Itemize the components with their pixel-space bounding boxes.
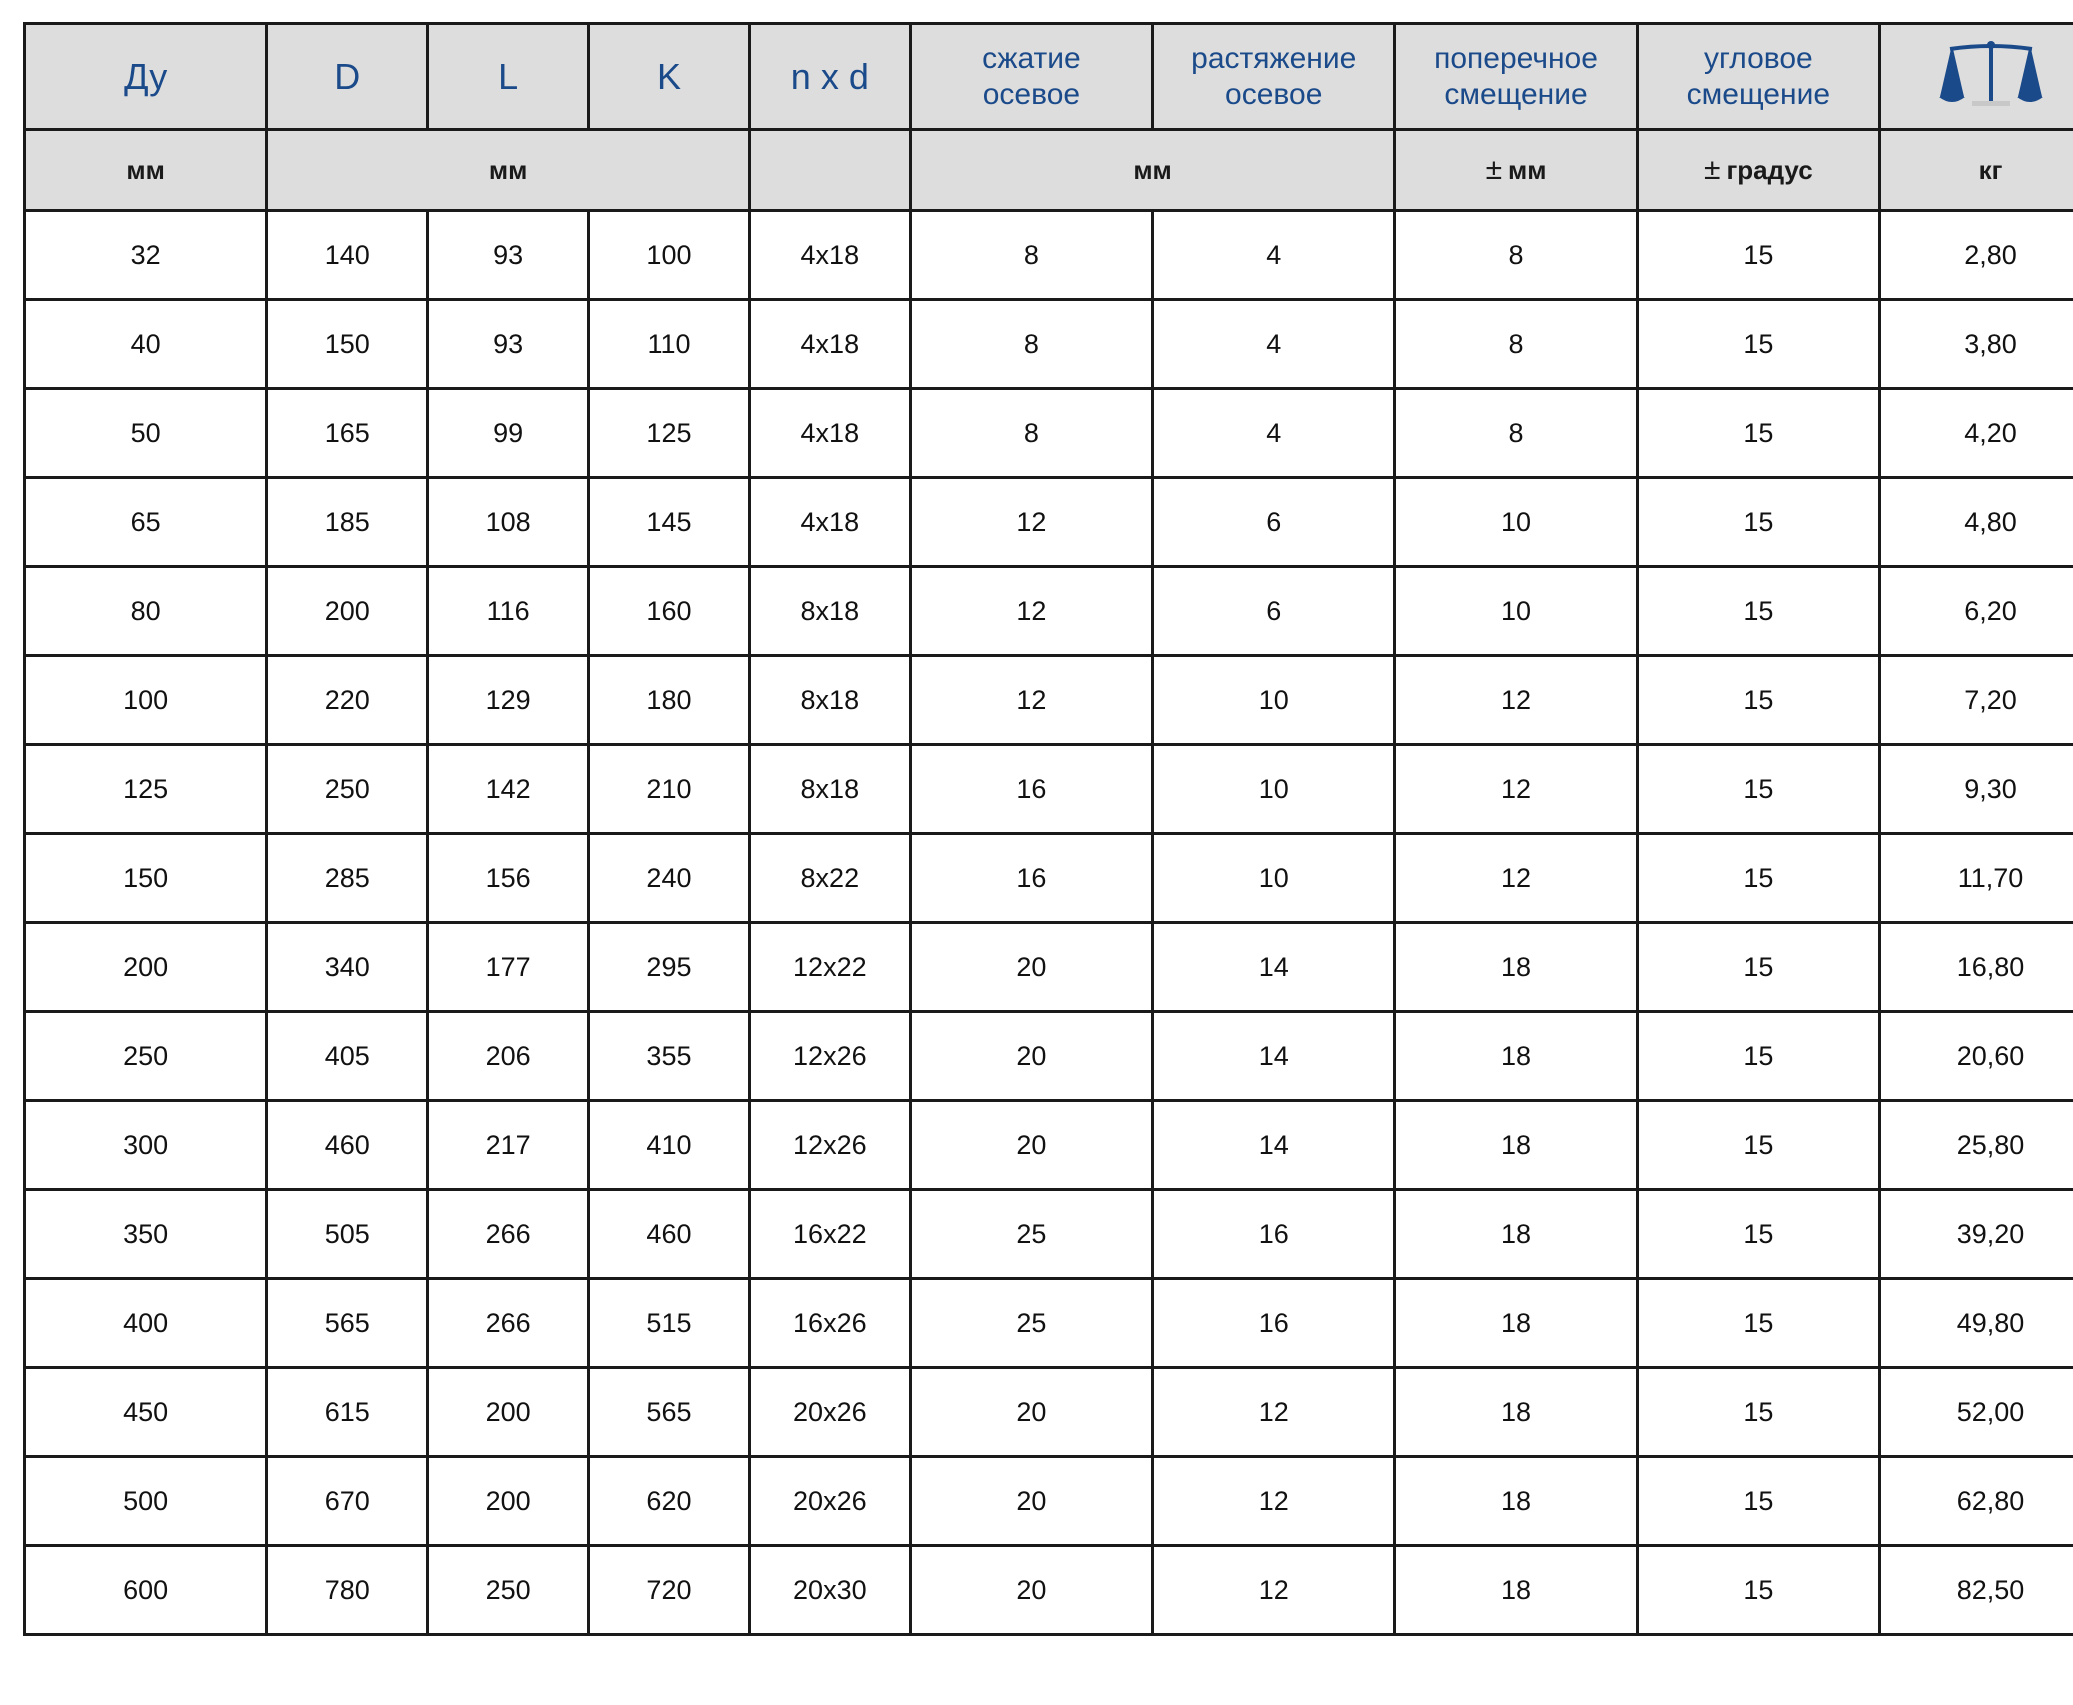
cell-d: 150 [267, 300, 428, 389]
header-lateral-offset [1395, 24, 1637, 130]
header-l: L [428, 24, 589, 130]
cell-lateral: 18 [1395, 1279, 1637, 1368]
cell-angular: 15 [1637, 567, 1879, 656]
cell-k: 515 [589, 1279, 750, 1368]
cell-weight: 39,20 [1880, 1190, 2073, 1279]
cell-compression: 8 [910, 300, 1152, 389]
cell-d: 780 [267, 1546, 428, 1635]
cell-weight: 7,20 [1880, 656, 2073, 745]
table-row [25, 1546, 2073, 1635]
table-body [25, 211, 2073, 1635]
table-row [25, 1012, 2073, 1101]
header-lateral-offset-line2: смещение [1444, 77, 1588, 111]
cell-du: 125 [25, 745, 267, 834]
cell-extension: 10 [1153, 745, 1395, 834]
header-nxd: n x d [749, 24, 910, 130]
cell-weight: 9,30 [1880, 745, 2073, 834]
cell-angular: 15 [1637, 656, 1879, 745]
cell-du: 80 [25, 567, 267, 656]
cell-weight: 11,70 [1880, 834, 2073, 923]
cell-extension: 12 [1153, 1368, 1395, 1457]
table-row [25, 567, 2073, 656]
cell-weight: 2,80 [1880, 211, 2073, 300]
cell-d: 405 [267, 1012, 428, 1101]
unit-lateral [1395, 130, 1637, 211]
unit-angular [1637, 130, 1879, 211]
cell-nxd: 20x30 [749, 1546, 910, 1635]
table-row [25, 834, 2073, 923]
cell-angular: 15 [1637, 834, 1879, 923]
cell-angular: 15 [1637, 1279, 1879, 1368]
header-du: Ду [25, 24, 267, 130]
cell-du: 40 [25, 300, 267, 389]
cell-l: 266 [428, 1279, 589, 1368]
cell-k: 210 [589, 745, 750, 834]
header-lateral-offset-line1: поперечное [1434, 41, 1598, 75]
cell-weight: 3,80 [1880, 300, 2073, 389]
cell-k: 160 [589, 567, 750, 656]
cell-angular: 15 [1637, 745, 1879, 834]
cell-k: 240 [589, 834, 750, 923]
header-row-units [25, 130, 2073, 211]
cell-angular: 15 [1637, 478, 1879, 567]
cell-k: 110 [589, 300, 750, 389]
cell-lateral: 10 [1395, 478, 1637, 567]
table-row [25, 745, 2073, 834]
cell-l: 116 [428, 567, 589, 656]
header-k: K [589, 24, 750, 130]
cell-extension: 6 [1153, 567, 1395, 656]
cell-weight: 49,80 [1880, 1279, 2073, 1368]
header-axial-extension-line1: растяжение [1191, 41, 1357, 75]
cell-compression: 25 [910, 1190, 1152, 1279]
header-angular-offset-line2: смещение [1686, 77, 1831, 111]
cell-extension: 16 [1153, 1279, 1395, 1368]
cell-d: 285 [267, 834, 428, 923]
cell-nxd: 12x26 [749, 1012, 910, 1101]
cell-weight: 62,80 [1880, 1457, 2073, 1546]
cell-extension: 6 [1153, 478, 1395, 567]
cell-du: 300 [25, 1101, 267, 1190]
cell-nxd: 12x26 [749, 1101, 910, 1190]
cell-k: 100 [589, 211, 750, 300]
cell-angular: 15 [1637, 1101, 1879, 1190]
cell-k: 180 [589, 656, 750, 745]
cell-nxd: 4x18 [749, 211, 910, 300]
cell-extension: 12 [1153, 1546, 1395, 1635]
cell-d: 165 [267, 389, 428, 478]
cell-angular: 15 [1637, 1190, 1879, 1279]
cell-l: 250 [428, 1546, 589, 1635]
cell-compression: 20 [910, 923, 1152, 1012]
scales-icon [1936, 41, 2046, 113]
cell-angular: 15 [1637, 1012, 1879, 1101]
unit-angular-text: градус [1726, 155, 1813, 185]
header-axial-extension [1153, 24, 1395, 130]
cell-lateral: 18 [1395, 1101, 1637, 1190]
table-row [25, 300, 2073, 389]
cell-d: 340 [267, 923, 428, 1012]
cell-d: 220 [267, 656, 428, 745]
cell-l: 93 [428, 300, 589, 389]
cell-d: 185 [267, 478, 428, 567]
cell-extension: 10 [1153, 656, 1395, 745]
cell-compression: 8 [910, 211, 1152, 300]
cell-d: 615 [267, 1368, 428, 1457]
table-row [25, 923, 2073, 1012]
cell-d: 505 [267, 1190, 428, 1279]
cell-l: 206 [428, 1012, 589, 1101]
specification-table [23, 22, 2073, 1636]
table-row [25, 1457, 2073, 1546]
cell-compression: 12 [910, 567, 1152, 656]
cell-k: 125 [589, 389, 750, 478]
cell-lateral: 10 [1395, 567, 1637, 656]
unit-nxd [749, 130, 910, 211]
cell-nxd: 4x18 [749, 300, 910, 389]
cell-extension: 16 [1153, 1190, 1395, 1279]
unit-lateral-text: мм [1508, 155, 1547, 185]
header-row-names [25, 24, 2073, 130]
table-row [25, 1279, 2073, 1368]
cell-angular: 15 [1637, 1368, 1879, 1457]
spec-table-container [23, 22, 2073, 1636]
cell-compression: 25 [910, 1279, 1152, 1368]
cell-weight: 25,80 [1880, 1101, 2073, 1190]
unit-du: мм [25, 130, 267, 211]
cell-compression: 20 [910, 1457, 1152, 1546]
cell-extension: 14 [1153, 923, 1395, 1012]
cell-k: 295 [589, 923, 750, 1012]
cell-lateral: 12 [1395, 834, 1637, 923]
cell-du: 150 [25, 834, 267, 923]
cell-weight: 6,20 [1880, 567, 2073, 656]
cell-l: 200 [428, 1368, 589, 1457]
cell-lateral: 18 [1395, 923, 1637, 1012]
cell-weight: 20,60 [1880, 1012, 2073, 1101]
cell-angular: 15 [1637, 1457, 1879, 1546]
cell-nxd: 16x22 [749, 1190, 910, 1279]
header-axial-compression-line1: сжатие [982, 41, 1081, 75]
table-row [25, 1101, 2073, 1190]
cell-du: 350 [25, 1190, 267, 1279]
table-row [25, 1190, 2073, 1279]
cell-compression: 12 [910, 478, 1152, 567]
cell-l: 217 [428, 1101, 589, 1190]
cell-k: 565 [589, 1368, 750, 1457]
cell-nxd: 20x26 [749, 1457, 910, 1546]
cell-angular: 15 [1637, 389, 1879, 478]
header-angular-offset [1637, 24, 1879, 130]
cell-d: 250 [267, 745, 428, 834]
plus-minus-sign: ± [1485, 153, 1503, 186]
header-axial-extension-line2: осевое [1225, 77, 1323, 111]
cell-du: 100 [25, 656, 267, 745]
cell-angular: 15 [1637, 923, 1879, 1012]
cell-l: 129 [428, 656, 589, 745]
cell-du: 600 [25, 1546, 267, 1635]
plus-minus-sign: ± [1703, 153, 1721, 186]
cell-compression: 20 [910, 1368, 1152, 1457]
cell-weight: 82,50 [1880, 1546, 2073, 1635]
cell-k: 460 [589, 1190, 750, 1279]
cell-lateral: 18 [1395, 1190, 1637, 1279]
header-d: D [267, 24, 428, 130]
cell-nxd: 12x22 [749, 923, 910, 1012]
cell-extension: 14 [1153, 1101, 1395, 1190]
cell-angular: 15 [1637, 1546, 1879, 1635]
cell-extension: 4 [1153, 211, 1395, 300]
cell-weight: 4,20 [1880, 389, 2073, 478]
cell-l: 177 [428, 923, 589, 1012]
cell-extension: 12 [1153, 1457, 1395, 1546]
cell-d: 565 [267, 1279, 428, 1368]
cell-d: 140 [267, 211, 428, 300]
table-row [25, 478, 2073, 567]
cell-angular: 15 [1637, 211, 1879, 300]
cell-compression: 20 [910, 1546, 1152, 1635]
cell-d: 200 [267, 567, 428, 656]
cell-nxd: 4x18 [749, 389, 910, 478]
cell-nxd: 16x26 [749, 1279, 910, 1368]
cell-angular: 15 [1637, 300, 1879, 389]
cell-k: 720 [589, 1546, 750, 1635]
cell-l: 99 [428, 389, 589, 478]
cell-nxd: 20x26 [749, 1368, 910, 1457]
cell-du: 32 [25, 211, 267, 300]
cell-compression: 16 [910, 745, 1152, 834]
cell-d: 670 [267, 1457, 428, 1546]
cell-extension: 4 [1153, 389, 1395, 478]
cell-compression: 12 [910, 656, 1152, 745]
cell-nxd: 8x18 [749, 745, 910, 834]
cell-nxd: 4x18 [749, 478, 910, 567]
cell-lateral: 8 [1395, 300, 1637, 389]
cell-weight: 16,80 [1880, 923, 2073, 1012]
cell-du: 50 [25, 389, 267, 478]
cell-l: 266 [428, 1190, 589, 1279]
cell-l: 200 [428, 1457, 589, 1546]
table-row [25, 389, 2073, 478]
header-angular-offset-line1: угловое [1703, 41, 1813, 75]
cell-lateral: 18 [1395, 1457, 1637, 1546]
table-row [25, 1368, 2073, 1457]
cell-extension: 4 [1153, 300, 1395, 389]
cell-weight: 4,80 [1880, 478, 2073, 567]
cell-du: 500 [25, 1457, 267, 1546]
cell-nxd: 8x18 [749, 656, 910, 745]
cell-l: 108 [428, 478, 589, 567]
cell-du: 200 [25, 923, 267, 1012]
cell-du: 450 [25, 1368, 267, 1457]
cell-nxd: 8x18 [749, 567, 910, 656]
cell-lateral: 8 [1395, 389, 1637, 478]
cell-du: 250 [25, 1012, 267, 1101]
cell-compression: 8 [910, 389, 1152, 478]
cell-lateral: 8 [1395, 211, 1637, 300]
cell-lateral: 18 [1395, 1012, 1637, 1101]
cell-du: 400 [25, 1279, 267, 1368]
cell-l: 156 [428, 834, 589, 923]
cell-k: 620 [589, 1457, 750, 1546]
cell-l: 93 [428, 211, 589, 300]
cell-k: 355 [589, 1012, 750, 1101]
cell-extension: 14 [1153, 1012, 1395, 1101]
cell-compression: 16 [910, 834, 1152, 923]
cell-d: 460 [267, 1101, 428, 1190]
cell-extension: 10 [1153, 834, 1395, 923]
unit-weight: кг [1880, 130, 2073, 211]
unit-axial-movement: мм [910, 130, 1395, 211]
cell-lateral: 18 [1395, 1368, 1637, 1457]
cell-l: 142 [428, 745, 589, 834]
cell-du: 65 [25, 478, 267, 567]
cell-k: 145 [589, 478, 750, 567]
header-axial-compression-line2: осевое [982, 77, 1081, 111]
cell-lateral: 12 [1395, 745, 1637, 834]
cell-k: 410 [589, 1101, 750, 1190]
table-row [25, 211, 2073, 300]
cell-compression: 20 [910, 1012, 1152, 1101]
unit-dims: мм [267, 130, 750, 211]
cell-lateral: 18 [1395, 1546, 1637, 1635]
cell-weight: 52,00 [1880, 1368, 2073, 1457]
header-weight [1880, 24, 2073, 130]
cell-compression: 20 [910, 1101, 1152, 1190]
header-axial-compression [910, 24, 1152, 130]
cell-lateral: 12 [1395, 656, 1637, 745]
cell-nxd: 8x22 [749, 834, 910, 923]
table-row [25, 656, 2073, 745]
